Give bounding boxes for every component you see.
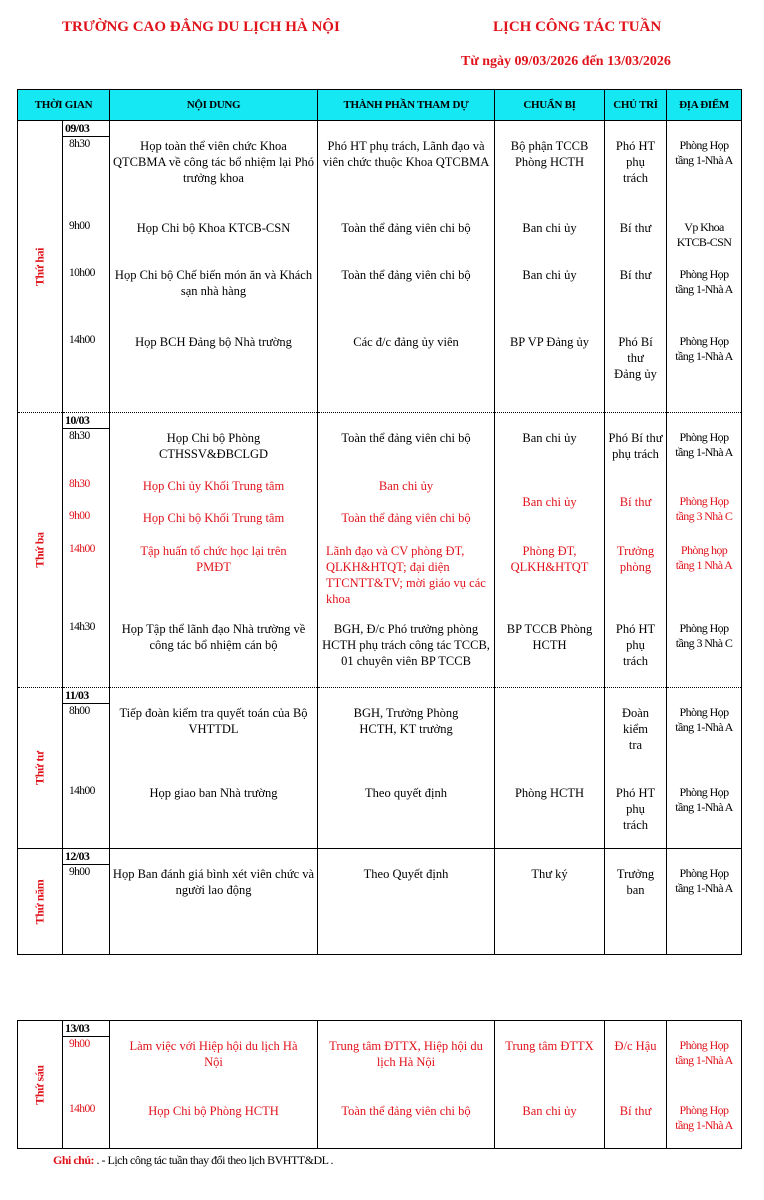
- entry-time: 14h00: [69, 543, 95, 555]
- schedule-table: [17, 89, 742, 955]
- entry-attendees: Lãnh đạo và CV phòng ĐT, QLKH&HTQT; đại diện TTCNTT&TV; mời giáo vụ các khoa: [326, 544, 486, 606]
- entry-attendees: Toàn thể đảng viên chi bộ: [341, 221, 471, 235]
- footnote-text: . - Lịch công tác tuần thay đổi theo lịch BVHTT&DL .: [96, 1153, 334, 1167]
- prepare-cell: [495, 688, 605, 849]
- location-cell: [667, 121, 742, 413]
- day-label-cell: Thứ sáu: [18, 1021, 63, 1149]
- entry-time: 9h00: [69, 510, 90, 522]
- day-label-cell: Thứ ba: [18, 413, 63, 688]
- entry-attendees: BGH, Đ/c Phó trưởng phòng HCTH phụ trách công tác TCCB, 01 chuyên viên BP TCCB: [322, 622, 490, 668]
- entry-content: Họp toàn thể viên chức Khoa QTCBMA về công tác bổ nhiệm lại Phó trưởng khoa: [113, 139, 315, 185]
- entry-time: 9h00: [69, 866, 90, 878]
- entry-time: 8h30: [69, 478, 90, 490]
- entry-location: Phòng Họp tầng 3 Nhà C: [675, 621, 733, 650]
- entry-chair: Đoàn kiểm tra: [621, 706, 650, 752]
- entry-content: Họp Chi bộ Khoa KTCB-CSN: [136, 221, 291, 235]
- entry-prepare: Trung tâm ĐTTX: [505, 1039, 594, 1053]
- entry-time: 8h30: [69, 138, 90, 150]
- footnote-label: Ghi chú:: [53, 1153, 95, 1167]
- entry-prepare: Bộ phận TCCB Phòng HCTH: [510, 139, 589, 169]
- entry-time: 8h00: [69, 705, 90, 717]
- entry-chair: Bí thư: [619, 221, 652, 235]
- time-cell: [63, 121, 110, 413]
- entry-content: Tập huấn tổ chức học lại trên PMĐT: [140, 544, 287, 574]
- day-date: 11/03: [63, 688, 109, 704]
- prepare-cell: [495, 413, 605, 688]
- entry-chair: Trưởng ban: [616, 867, 655, 897]
- col-prepare: CHUẨN BỊ: [495, 90, 605, 121]
- entry-location: Phòng Họp tầng 1-Nhà A: [675, 334, 733, 363]
- friday-table: [17, 1020, 742, 1149]
- location-cell: [667, 413, 742, 688]
- entry-location: Vp Khoa KTCB-CSN: [676, 220, 732, 249]
- entry-location: Phòng Họp tầng 1-Nhà A: [675, 138, 733, 167]
- entry-chair: Phó Bí thư Đảng ủy: [614, 335, 657, 381]
- entry-location: Phòng họp tầng 1 Nhà A: [675, 543, 733, 572]
- time-cell: [63, 1021, 110, 1149]
- date-range: Từ ngày 09/03/2026 đến 13/03/2026: [461, 54, 671, 69]
- entry-content: Họp Chi bộ Chế biến món ăn và Khách sạn nhà hàng: [114, 268, 313, 298]
- entry-location: Phòng Họp tầng 1-Nhà A: [675, 705, 733, 734]
- chair-cell: [605, 413, 667, 688]
- day-block-tuesday: [18, 413, 742, 688]
- entry-prepare: Ban chi ủy: [522, 431, 577, 445]
- entry-content: Tiếp đoàn kiểm tra quyết toán của Bộ VHTTDL: [119, 706, 308, 736]
- entry-chair: Phó Bí thư phụ trách: [608, 431, 663, 461]
- entry-content: Họp Ban đánh giá bình xét viên chức và người lao động: [112, 867, 315, 897]
- entry-chair: Phó HT phụ trách: [615, 786, 656, 832]
- location-cell: [667, 849, 742, 955]
- entry-attendees: Toàn thể đảng viên chi bộ: [341, 511, 471, 525]
- day-block-wednesday: [18, 688, 742, 849]
- entry-location: Phòng Họp tầng 1-Nhà A: [675, 866, 733, 895]
- entry-prepare: Phòng HCTH: [514, 786, 585, 800]
- entry-content: Họp Chi ủy Khối Trung tâm: [142, 479, 285, 493]
- entry-prepare: Ban chi ủy: [522, 221, 577, 235]
- entry-prepare: Ban chi ủy: [522, 1104, 577, 1118]
- entry-attendees: Ban chi ủy: [378, 479, 434, 493]
- attendees-cell: [318, 121, 495, 413]
- col-location: ĐỊA ĐIỂM: [667, 90, 742, 121]
- entry-location: Phòng Họp tầng 1-Nhà A: [675, 1103, 733, 1132]
- entry-time: 14h00: [69, 334, 95, 346]
- entry-chair: Bí thư: [619, 1104, 652, 1118]
- chair-cell: [605, 1021, 667, 1149]
- table-header-row: [18, 90, 742, 121]
- col-chair: CHỦ TRÌ: [605, 90, 667, 121]
- entry-location: Phòng Họp tầng 1-Nhà A: [675, 785, 733, 814]
- entry-content: Họp Chi bộ Phòng HCTH: [148, 1104, 279, 1118]
- time-cell: [63, 688, 110, 849]
- attendees-cell: [318, 1021, 495, 1149]
- entry-attendees: Theo quyết định: [365, 786, 447, 800]
- day-block-friday: [18, 1021, 742, 1149]
- entry-content: Họp Chi bộ Phòng CTHSSV&ĐBCLGD: [158, 431, 269, 461]
- entry-chair: Phó HT phụ trách: [615, 139, 656, 185]
- entry-prepare: BP VP Đảng ủy: [509, 335, 590, 349]
- content-cell: [110, 121, 318, 413]
- time-cell: [63, 413, 110, 688]
- content-cell: [110, 688, 318, 849]
- entry-time: 14h30: [69, 621, 95, 633]
- entry-chair: Bí thư: [619, 268, 652, 282]
- entry-time: 9h00: [69, 1038, 90, 1050]
- entry-content: Họp BCH Đảng bộ Nhà trường: [135, 335, 292, 349]
- attendees-cell: [318, 688, 495, 849]
- entry-prepare: Ban chi ủy: [522, 495, 577, 509]
- attendees-cell: [318, 849, 495, 955]
- location-cell: [667, 1021, 742, 1149]
- attendees-cell: [318, 413, 495, 688]
- entry-chair: Trưởng phòng: [616, 544, 655, 574]
- entry-time: 8h30: [69, 430, 90, 442]
- day-date: 10/03: [63, 413, 109, 429]
- entry-chair: Đ/c Hậu: [614, 1039, 657, 1053]
- day-block-thursday: [18, 849, 742, 955]
- entry-attendees: Theo Quyết định: [363, 867, 449, 881]
- entry-prepare: Ban chi ủy: [522, 268, 577, 282]
- chair-cell: [605, 688, 667, 849]
- entry-attendees: Phó HT phụ trách, Lãnh đạo và viên chức thuộc Khoa QTCBMA: [322, 139, 490, 169]
- entry-content: Họp Chi bộ Khối Trung tâm: [142, 511, 285, 525]
- time-cell: [63, 849, 110, 955]
- entry-attendees: BGH, Trưởng Phòng HCTH, KT trưởng: [353, 706, 459, 736]
- footnote: [53, 1153, 333, 1168]
- day-label-cell: Thứ tư: [18, 688, 63, 849]
- entry-attendees: Toàn thể đảng viên chi bộ: [341, 1104, 471, 1118]
- day-date: 09/03: [63, 121, 109, 137]
- entry-attendees: Toàn thể đảng viên chi bộ: [341, 431, 471, 445]
- day-date: 12/03: [63, 849, 109, 865]
- content-cell: [110, 1021, 318, 1149]
- school-name: TRƯỜNG CAO ĐẲNG DU LỊCH HÀ NỘI: [62, 19, 340, 35]
- entry-location: Phòng Họp tầng 1-Nhà A: [675, 267, 733, 296]
- content-cell: [110, 849, 318, 955]
- col-time: THỜI GIAN: [18, 90, 110, 121]
- entry-prepare: Phòng ĐT, QLKH&HTQT: [510, 544, 589, 574]
- entry-chair: Phó HT phụ trách: [615, 622, 656, 668]
- entry-content: Họp Tập thể lãnh đạo Nhà trường về công tác bổ nhiệm cán bộ: [121, 622, 306, 652]
- prepare-cell: [495, 849, 605, 955]
- entry-prepare: Thư ký: [531, 867, 568, 881]
- entry-content: Làm việc với Hiệp hội du lịch Hà Nội: [129, 1039, 298, 1069]
- schedule-title: LỊCH CÔNG TÁC TUẦN: [493, 19, 662, 35]
- entry-time: 10h00: [69, 267, 95, 279]
- entry-attendees: Trung tâm ĐTTX, Hiệp hội du lịch Hà Nội: [329, 1039, 483, 1069]
- day-block-monday: [18, 121, 742, 413]
- entry-attendees: Các đ/c đảng ủy viên: [353, 335, 459, 349]
- chair-cell: [605, 849, 667, 955]
- entry-chair: Bí thư: [619, 495, 652, 509]
- entry-time: 9h00: [69, 220, 90, 232]
- entry-location: Phòng Họp tầng 3 Nhà C: [675, 494, 733, 523]
- entry-location: Phòng Họp tầng 1-Nhà A: [675, 1038, 733, 1067]
- day-label-cell: Thứ năm: [18, 849, 63, 955]
- content-cell: [110, 413, 318, 688]
- entry-time: 14h00: [69, 785, 95, 797]
- location-cell: [667, 688, 742, 849]
- col-attendees: THÀNH PHẦN THAM DỰ: [318, 90, 495, 121]
- entry-content: Họp giao ban Nhà trường: [149, 786, 278, 800]
- entry-attendees: Toàn thể đảng viên chi bộ: [341, 268, 471, 282]
- day-date: 13/03: [63, 1021, 109, 1037]
- prepare-cell: [495, 121, 605, 413]
- entry-prepare: BP TCCB Phòng HCTH: [506, 622, 593, 652]
- prepare-cell: [495, 1021, 605, 1149]
- entry-time: 14h00: [69, 1103, 95, 1115]
- entry-location: Phòng Họp tầng 1-Nhà A: [675, 430, 733, 459]
- day-label-cell: Thứ hai: [18, 121, 63, 413]
- chair-cell: [605, 121, 667, 413]
- col-content: NỘI DUNG: [110, 90, 318, 121]
